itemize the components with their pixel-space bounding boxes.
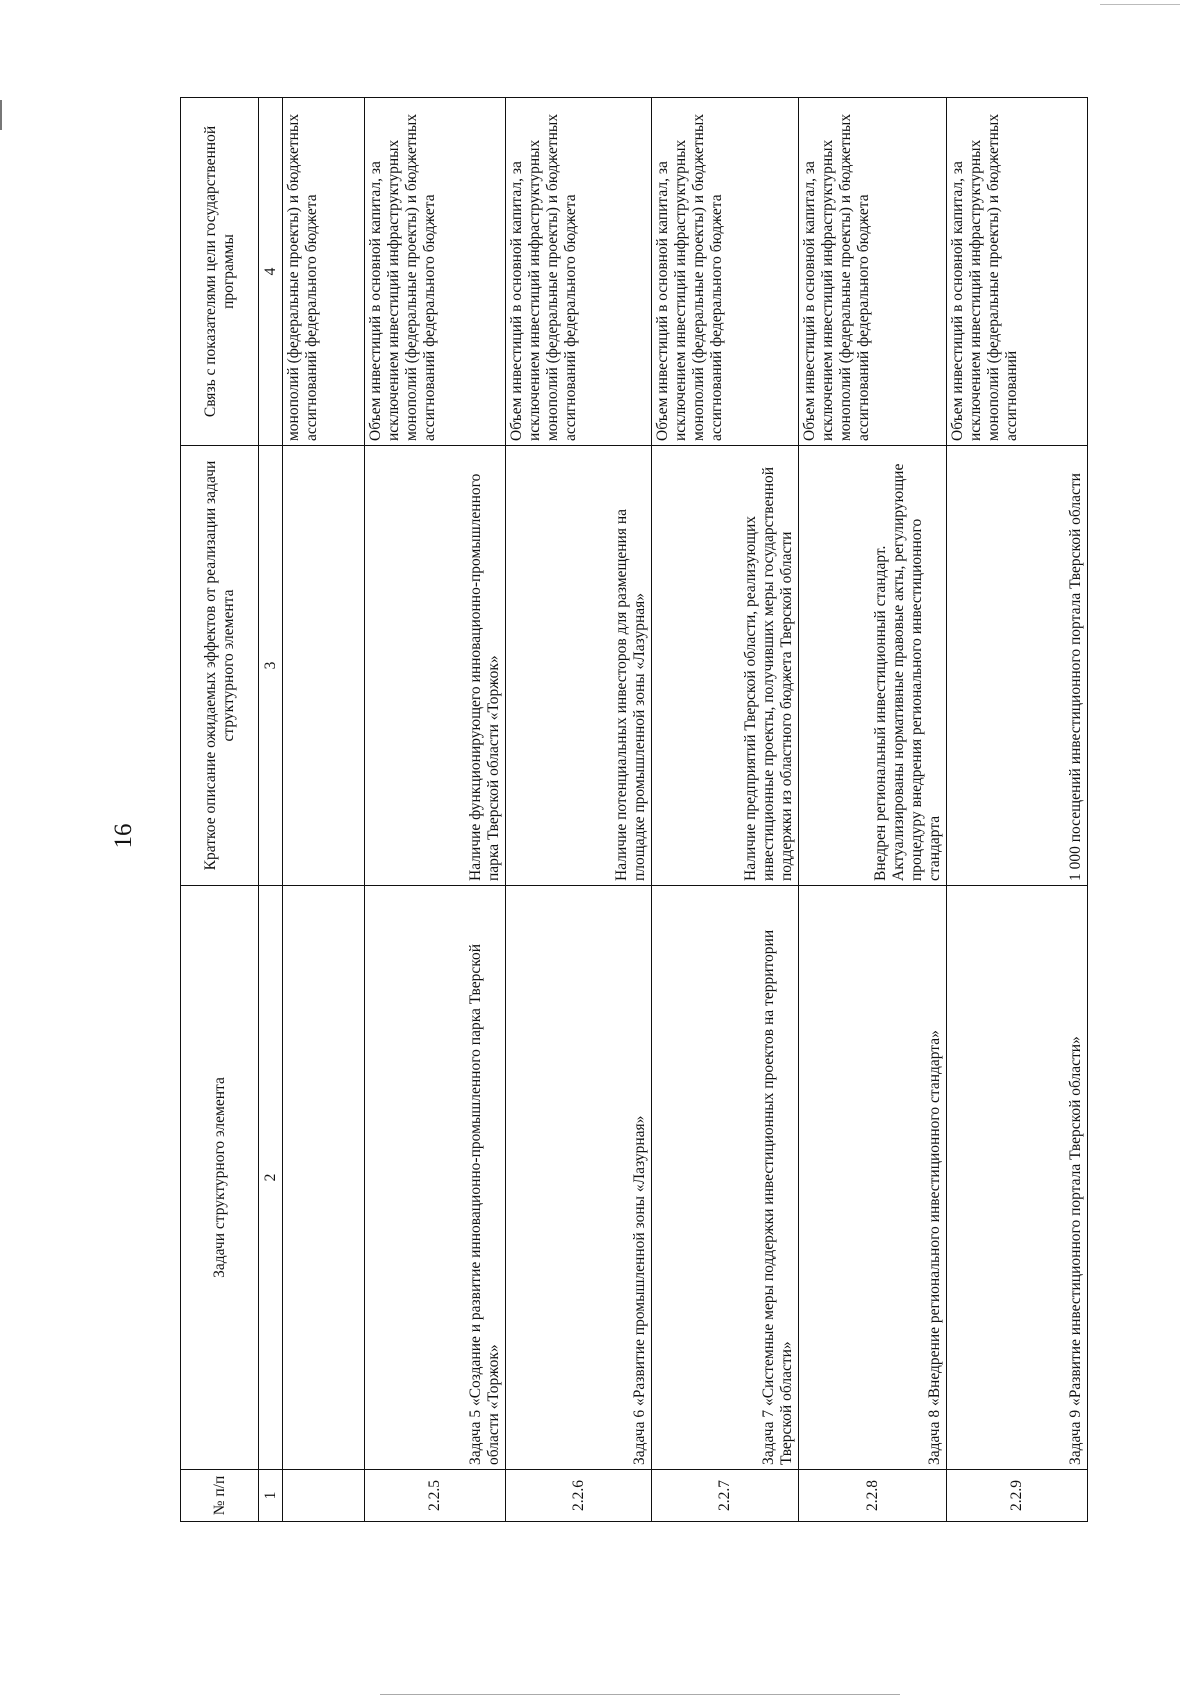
scan-edge-mark [0, 100, 2, 130]
table-row [651, 98, 799, 1522]
row-task: Задача 6 «Развитие промышленной зоны «Лазурная» [506, 886, 651, 1470]
header-link-to-indicators: Связь с показателями цели государственной программы [181, 98, 259, 446]
row-effect: Наличие функционирующего инновационно-промышленного парка Тверской области «Торжок» [365, 446, 506, 886]
continuation-task-cell [283, 886, 365, 1470]
column-number-1: 1 [259, 1470, 283, 1522]
table-row [946, 98, 1087, 1522]
header-tasks: Задачи структурного элемента [181, 886, 259, 1470]
continuation-num-cell [283, 1470, 365, 1522]
row-number: 2.2.5 [365, 1470, 506, 1522]
scan-edge-mark [380, 1694, 900, 1695]
scan-edge-mark [1100, 4, 1180, 5]
row-effect: Наличие предприятий Тверской области, реализующих инвестиционные проекты, получивших меры государственной поддержки из областного бюджета Тверской области [651, 446, 799, 886]
row-effect: Внедрен региональный инвестиционный стандарт. Актуализированы нормативные правовые акты, регулирующие процедуру внедрения регионального инвестиционного стандарта [799, 446, 947, 886]
column-number-4: 4 [259, 98, 283, 446]
row-task: Задача 9 «Развитие инвестиционного портала Тверской области» [946, 886, 1087, 1470]
table-row [799, 98, 947, 1522]
continuation-link-cell: монополий (федеральные проекты) и бюджетных ассигнований федерального бюджета [283, 98, 365, 446]
row-effect: Наличие потенциальных инвесторов для размещения на площадке промышленной зоны «Лазурная» [506, 446, 651, 886]
column-number-row [259, 98, 283, 1522]
row-task: Задача 5 «Создание и развитие инновационно-промышленного парка Тверской области «Торжок» [365, 886, 506, 1470]
column-number-2: 2 [259, 886, 283, 1470]
continuation-effect-cell [283, 446, 365, 886]
continuation-row [283, 98, 365, 1522]
column-number-3: 3 [259, 446, 283, 886]
row-link: Объем инвестиций в основной капитал, за исключением инвестиций инфраструктурных монополий (федеральные проекты) и бюджетных ассигнований федерального бюджета [506, 98, 651, 446]
structural-element-table [180, 97, 1088, 1522]
header-number: № п/п [181, 1470, 259, 1522]
row-number: 2.2.6 [506, 1470, 651, 1522]
row-task: Задача 8 «Внедрение регионального инвестиционного стандарта» [799, 886, 947, 1470]
row-link: Объем инвестиций в основной капитал, за исключением инвестиций инфраструктурных монополий (федеральные проекты) и бюджетных ассигнований [946, 98, 1087, 446]
row-number: 2.2.8 [799, 1470, 947, 1522]
table-row [506, 98, 651, 1522]
page-number: 16 [110, 823, 137, 849]
row-effect: 1 000 посещений инвестиционного портала Тверской области [946, 446, 1087, 886]
row-link: Объем инвестиций в основной капитал, за исключением инвестиций инфраструктурных монополий (федеральные проекты) и бюджетных ассигнований федерального бюджета [365, 98, 506, 446]
table-container [180, 98, 1088, 1522]
header-effects: Краткое описание ожидаемых эффектов от реализации задачи структурного элемента [181, 446, 259, 886]
table-row [365, 98, 506, 1522]
row-number: 2.2.7 [651, 1470, 799, 1522]
row-link: Объем инвестиций в основной капитал, за исключением инвестиций инфраструктурных монополий (федеральные проекты) и бюджетных ассигнований федерального бюджета [799, 98, 947, 446]
row-link: Объем инвестиций в основной капитал, за исключением инвестиций инфраструктурных монополий (федеральные проекты) и бюджетных ассигнований федерального бюджета [651, 98, 799, 446]
row-task: Задача 7 «Системные меры поддержки инвестиционных проектов на территории Тверской области» [651, 886, 799, 1470]
table-header-row [181, 98, 259, 1522]
row-number: 2.2.9 [946, 1470, 1087, 1522]
